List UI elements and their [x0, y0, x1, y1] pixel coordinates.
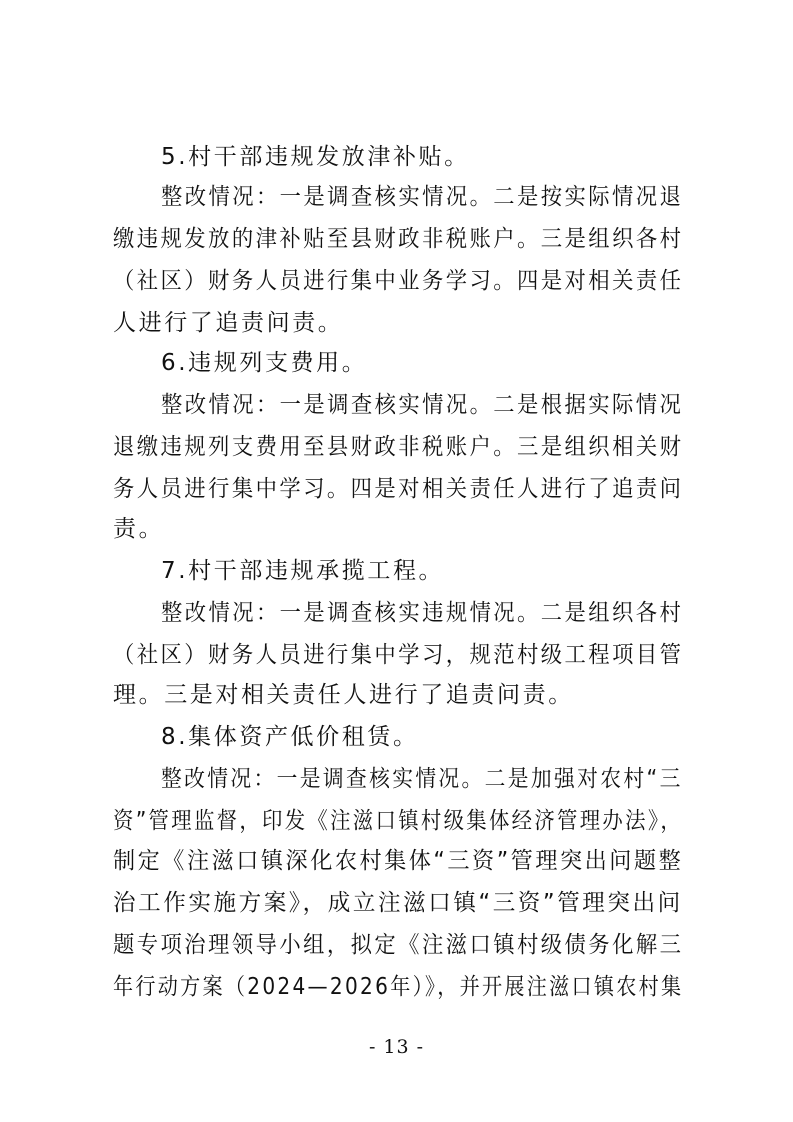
paragraph-line: 年行动方案（2024—2026年）》，并开展注滋口镇农村集: [113, 974, 684, 1000]
page-number: - 13 -: [368, 1036, 425, 1058]
paragraph-line: 制定《注滋口镇深化农村集体“三资”管理突出问题整: [113, 848, 684, 874]
paragraph-line: 整改情况：一是调查核实违规情况。二是组织各村: [161, 600, 684, 626]
paragraph-line: 责。: [113, 516, 165, 542]
paragraph-line: 缴违规发放的津补贴至县财政非税账户。三是组织各村: [113, 226, 684, 252]
paragraph-line: 治工作实施方案》，成立注滋口镇“三资”管理突出问: [113, 890, 683, 916]
paragraph-line: 整改情况：一是调查核实情况。二是按实际情况退: [161, 184, 684, 210]
paragraph-line: 整改情况：一是调查核实情况。二是加强对农村“三: [161, 766, 683, 792]
heading-item-8: 8.集体资产低价租赁。: [161, 724, 419, 750]
heading-item-6: 6.违规列支费用。: [161, 350, 368, 376]
paragraph-line: 资”管理监督，印发《注滋口镇村级集体经济管理办法》，: [113, 808, 684, 834]
paragraph-line: 整改情况：一是调查核实情况。二是根据实际情况: [161, 392, 684, 418]
paragraph-line: 人进行了追责问责。: [113, 310, 344, 336]
paragraph-line: 理。三是对相关责任人进行了追责问责。: [113, 682, 574, 708]
paragraph-line: （社区）财务人员进行集中业务学习。四是对相关责任: [113, 268, 684, 294]
paragraph-line: 题专项治理领导小组，拟定《注滋口镇村级债务化解三: [113, 932, 684, 958]
paragraph-line: 退缴违规列支费用至县财政非税账户。三是组织相关财: [113, 434, 684, 460]
paragraph-line: 务人员进行集中学习。四是对相关责任人进行了追责问: [113, 476, 684, 502]
heading-item-5: 5.村干部违规发放津补贴。: [161, 144, 470, 170]
heading-item-7: 7.村干部违规承揽工程。: [161, 558, 445, 584]
paragraph-line: （社区）财务人员进行集中学习，规范村级工程项目管: [113, 642, 684, 668]
